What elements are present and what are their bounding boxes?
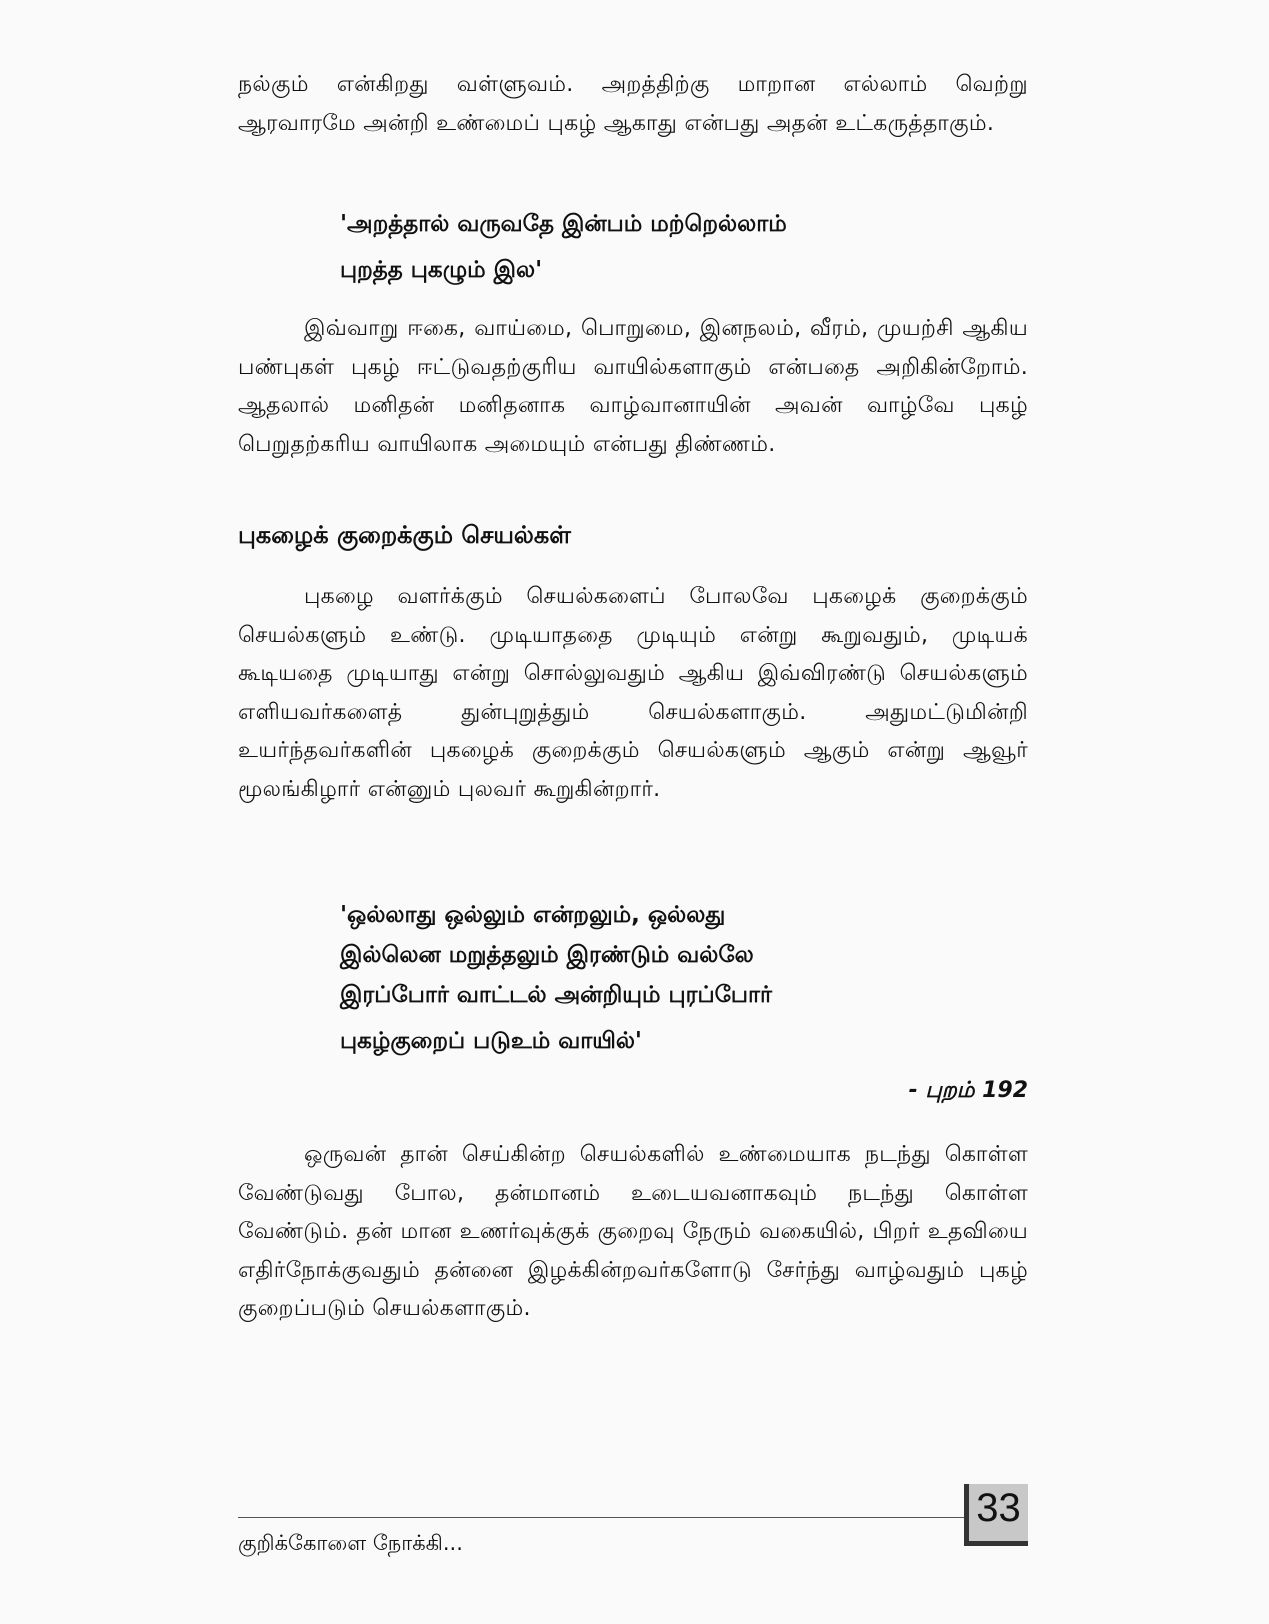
paragraph-4: ஒருவன் தான் செய்கின்ற செயல்களில் உண்மையாக நடந்து கொள்ள வேண்டுவது போல, தன்மானம் உடையவனாகவும் நடந்து கொள்ள வேண்டும். தன் மான உணர்வுக்குக் குறைவு நேரும் வகையில், பிறர் உதவியை எதிர்நோக்குவதும் தன்னை இழக்கின்றவர்களோடு சேர்ந்து வாழ்வதும் புகழ் குறைப்படும் செயல்களாகும்.: [238, 1142, 1028, 1321]
section-heading: புகழைக் குறைக்கும் செயல்கள்: [238, 521, 571, 549]
purananuru-quote: [340, 895, 772, 1061]
paragraph-1: நல்கும் என்கிறது வள்ளுவம். அறத்திற்கு மாறான எல்லாம் வெற்று ஆரவாரமே அன்றி உண்மைப் புகழ் ஆகாது என்பது அதன் உட்கருத்தாகும்.: [238, 72, 1028, 136]
verse-line-4: புகழ்குறைப் படுஉம் வாயில்': [340, 1028, 642, 1054]
paragraph-4-block: [238, 1136, 1028, 1329]
kural-line-1: 'அறத்தால் வருவதே இன்பம் மற்றெல்லாம்: [340, 211, 787, 237]
paragraph-1-block: [238, 66, 1028, 143]
verse-citation: - புறம் 192: [908, 1078, 1028, 1103]
paragraph-2-block: [238, 310, 1028, 464]
verse-line-1: 'ஒல்லாது ஒல்லும் என்றலும், ஒல்லது: [340, 902, 726, 928]
verse-line-3: இரப்போர் வாட்டல் அன்றியும் புரப்போர்: [340, 982, 773, 1008]
page-number: 33: [976, 1486, 1021, 1530]
paragraph-3-block: [238, 578, 1028, 809]
footer-divider: [238, 1517, 968, 1518]
footer-book-title: குறிக்கோளை நோக்கி...: [238, 1531, 463, 1555]
paragraph-3: புகழை வளர்க்கும் செயல்களைப் போலவே புகழைக் குறைக்கும் செயல்களும் உண்டு. முடியாததை முடியும் என்று கூறுவதும், முடியக் கூடியதை முடியாது என்று சொல்லுவதும் ஆகிய இவ்விரண்டு செயல்களும் எளியவர்களைத் துன்புறுத்தும் செயல்களாகும். அதுமட்டுமின்றி உயர்ந்தவர்களின் புகழைக் குறைக்கும் செயல்களும் ஆகும் என்று ஆவூர் மூலங்கிழார் என்னும் புலவர் கூறுகின்றார்.: [238, 584, 1028, 802]
paragraph-2: இவ்வாறு ஈகை, வாய்மை, பொறுமை, இனநலம், வீரம், முயற்சி ஆகிய பண்புகள் புகழ் ஈட்டுவதற்குரிய வாயில்களாகும் என்பதை அறிகின்றோம். ஆதலால் மனிதன் மனிதனாக வாழ்வானாயின் அவன் வாழ்வே புகழ் பெறுதற்கரிய வாயிலாக அமையும் என்பது திண்ணம்.: [238, 316, 1028, 457]
verse-line-2: இல்லென மறுத்தலும் இரண்டும் வல்லே: [340, 942, 754, 968]
kural-quote: [340, 204, 787, 290]
page-number-box: [964, 1484, 1028, 1546]
kural-line-2: புறத்த புகழும் இல': [340, 257, 543, 283]
